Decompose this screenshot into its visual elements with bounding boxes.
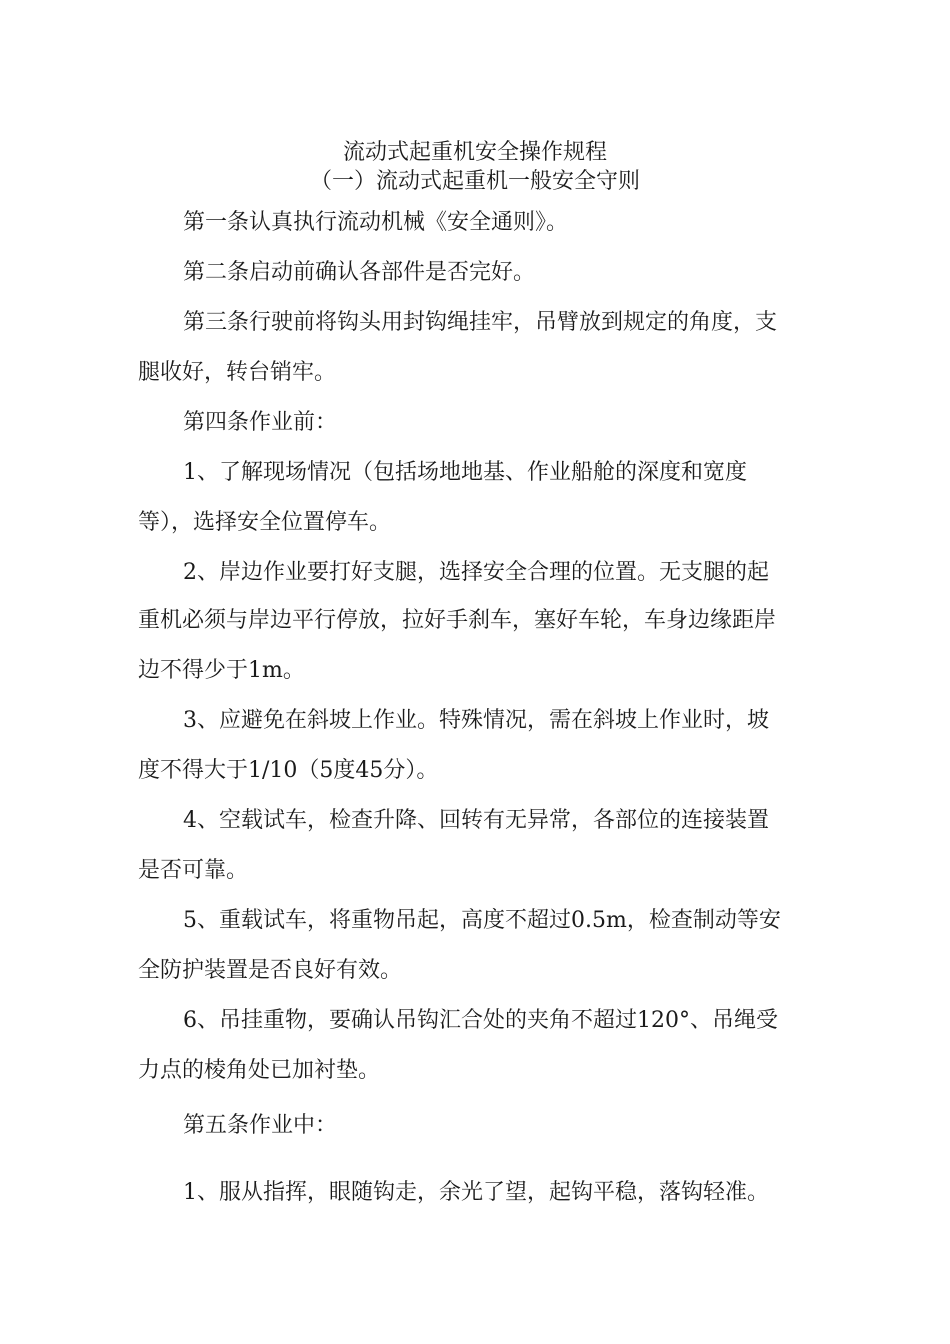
article-4-item-6-continued: 力点的棱角处已加衬垫。: [138, 1058, 381, 1083]
document-title: 流动式起重机安全操作规程: [342, 140, 607, 165]
article-4-item-5: 5、重载试车，将重物吊起，高度不超过0.5m，检查制动等安: [183, 908, 781, 933]
article-4-heading: 第四条作业前：: [183, 410, 338, 435]
article-3: 第三条行驶前将钩头用封钩绳挂牢，吊臂放到规定的角度，支: [183, 310, 778, 335]
article-4-item-2-continued: 边不得少于1m。: [138, 658, 305, 683]
article-4-item-5-continued: 全防护装置是否良好有效。: [138, 958, 403, 983]
article-4-item-2-continued: 重机必须与岸边平行停放，拉好手刹车，塞好车轮，车身边缘距岸: [138, 608, 777, 633]
section-heading: （一）流动式起重机一般安全守则: [309, 169, 640, 194]
article-5-heading: 第五条作业中：: [183, 1113, 338, 1138]
article-4-item-1: 1、了解现场情况（包括场地地基、作业船舱的深度和宽度: [183, 460, 747, 485]
article-4-item-4: 4、空载试车，检查升降、回转有无异常，各部位的连接装置: [183, 808, 769, 833]
article-1: 第一条认真执行流动机械《安全通则》。: [183, 210, 569, 235]
article-4-item-2: 2、岸边作业要打好支腿，选择安全合理的位置。无支腿的起: [183, 560, 769, 585]
article-5-item-1: 1、服从指挥，眼随钩走，余光了望，起钩平稳，落钩轻准。: [183, 1180, 769, 1205]
article-4-item-4-continued: 是否可靠。: [138, 858, 249, 883]
article-2: 第二条启动前确认各部件是否完好。: [183, 260, 536, 285]
article-4-item-1-continued: 等），选择安全位置停车。: [138, 510, 392, 535]
article-4-item-3-continued: 度不得大于1/10（5度45分）。: [138, 758, 439, 783]
article-4-item-3: 3、应避免在斜坡上作业。特殊情况，需在斜坡上作业时，坡: [183, 708, 769, 733]
article-3-continued: 腿收好，转台销牢。: [138, 360, 337, 385]
article-4-item-6: 6、吊挂重物，要确认吊钩汇合处的夹角不超过120°、吊绳受: [183, 1008, 778, 1033]
